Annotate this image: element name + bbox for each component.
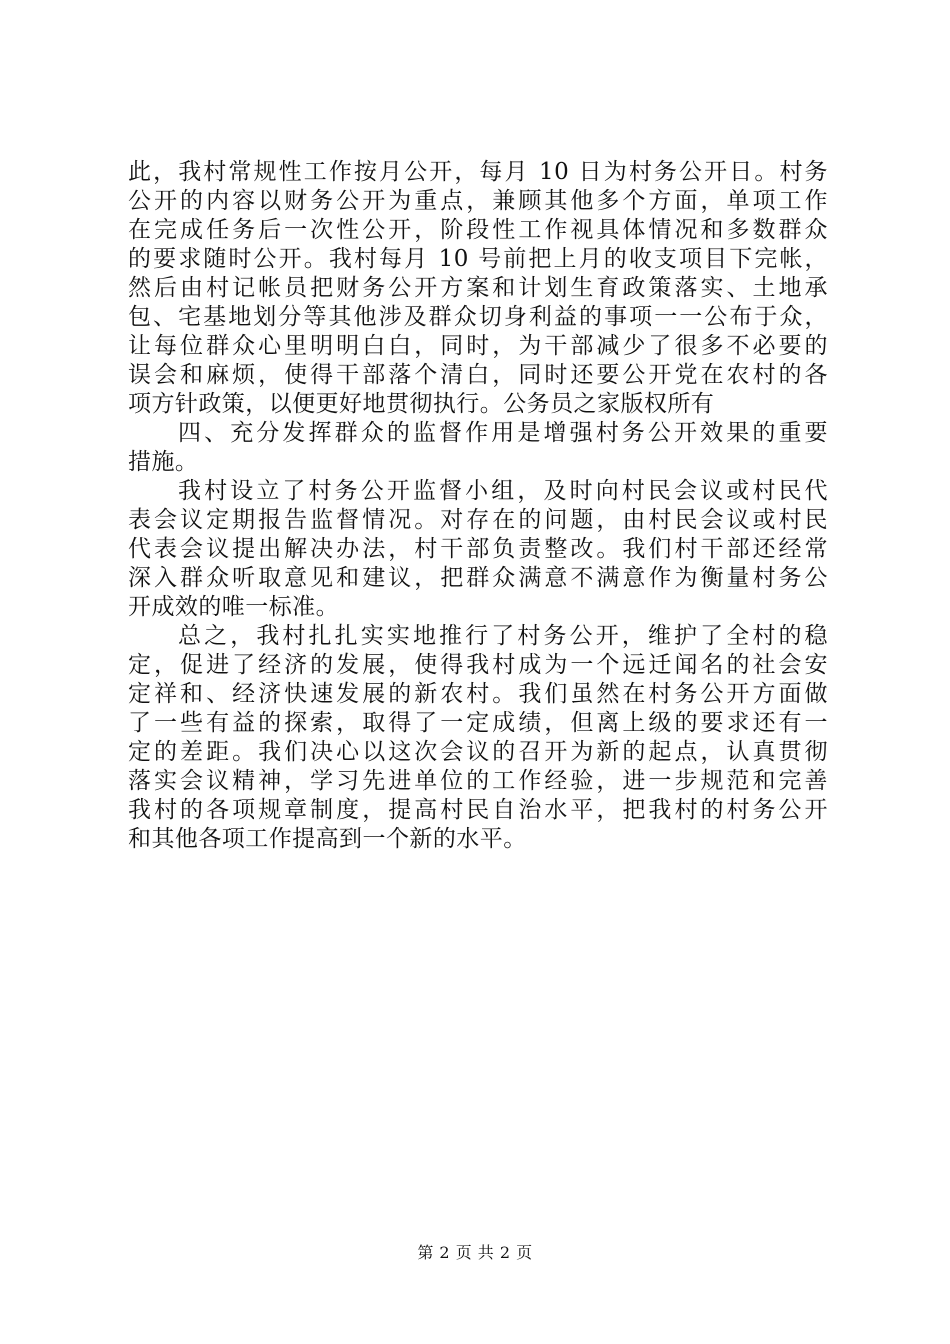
text-line: 让每位群众心里明明白白，同时，为干部减少了很多不必要的 <box>128 333 828 359</box>
text-line: 我村的各项规章制度，提高村民自治水平，把我村的村务公开 <box>128 797 828 823</box>
text-line: 落实会议精神，学习先进单位的工作经验，进一步规范和完善 <box>128 768 828 794</box>
text-line: 了一些有益的探索，取得了一定成绩，但离上级的要求还有一 <box>128 710 828 736</box>
text-line: 的要求随时公开。我村每月 10 号前把上月的收支项目下完帐， <box>128 246 828 272</box>
text-line: 深入群众听取意见和建议，把群众满意不满意作为衡量村务公 <box>128 565 828 591</box>
text-line: 公开的内容以财务公开为重点，兼顾其他多个方面，单项工作 <box>128 188 828 214</box>
text-line: 在完成任务后一次性公开，阶段性工作视具体情况和多数群众 <box>128 217 828 243</box>
text-line: 然后由村记帐员把财务公开方案和计划生育政策落实、土地承 <box>128 275 828 301</box>
text-line: 定的差距。我们决心以这次会议的召开为新的起点，认真贯彻 <box>128 739 828 765</box>
text-line: 项方针政策，以便更好地贯彻执行。公务员之家版权所有 <box>128 391 715 417</box>
text-line: 误会和麻烦，使得干部落个清白，同时还要公开党在农村的各 <box>128 362 828 388</box>
text-line: 和其他各项工作提高到一个新的水平。 <box>128 826 527 852</box>
text-line: 我村设立了村务公开监督小组，及时向村民会议或村民代 <box>178 478 828 504</box>
section-heading-line: 措施。 <box>128 449 199 475</box>
text-line: 包、宅基地划分等其他涉及群众切身利益的事项一一公布于众， <box>128 304 828 330</box>
text-line: 定，促进了经济的发展，使得我村成为一个远迁闻名的社会安 <box>128 652 828 678</box>
text-line: 此，我村常规性工作按月公开，每月 10 日为村务公开日。村务 <box>128 159 828 185</box>
text-line: 代表会议提出解决办法，村干部负责整改。我们村干部还经常 <box>128 536 828 562</box>
text-line: 总之，我村扎扎实实地推行了村务公开，维护了全村的稳 <box>178 623 828 649</box>
document-body <box>128 158 828 854</box>
section-heading-line: 四、充分发挥群众的监督作用是增强村务公开效果的重要 <box>178 420 828 446</box>
text-line: 表会议定期报告监督情况。对存在的问题，由村民会议或村民 <box>128 507 828 533</box>
text-line: 开成效的唯一标准。 <box>128 594 340 620</box>
page-footer: 第 2 页 共 2 页 <box>417 1243 533 1262</box>
text-line: 定祥和、经济快速发展的新农村。我们虽然在村务公开方面做 <box>128 681 828 707</box>
